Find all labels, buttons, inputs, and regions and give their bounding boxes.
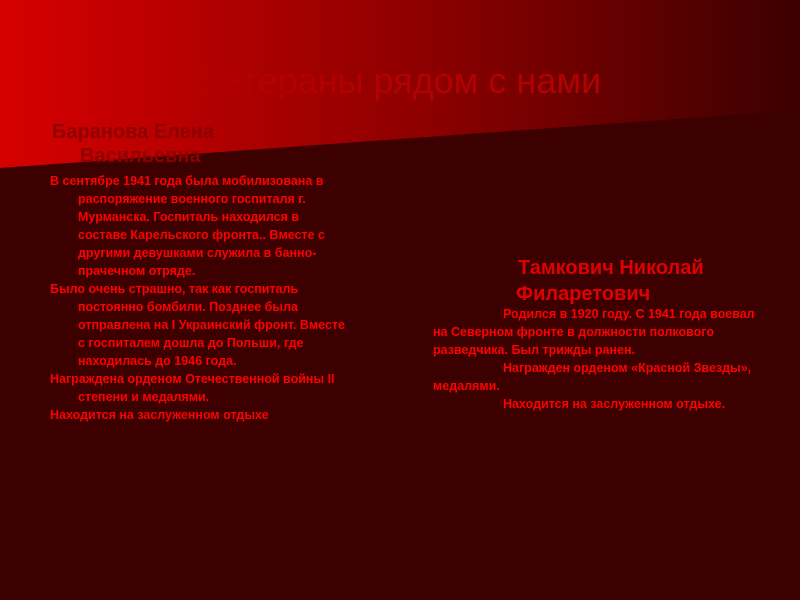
veteran-left-given-names: Васильевна [80, 145, 201, 167]
bio-paragraph: Родился в 1920 году. С 1941 года воевал на Северном фронте в должности полкового разведчика. Был трижды ранен. [433, 307, 755, 357]
veteran-right-name [500, 255, 790, 307]
bio-paragraph: В сентябре 1941 года была мобилизована в распоряжение военного госпиталя г. Мурманска. Госпиталь находился в составе Карельского фронта.. Вместе с другими девушками служила в банно- прачечном отряде. [50, 174, 325, 278]
slide-title: Ветераны рядом с нами [198, 60, 602, 101]
veteran-left-bio [50, 172, 350, 424]
bio-paragraph: Находится на заслуженном отдыхе. [503, 397, 726, 411]
veteran-right-surname: Тамкович Николай [518, 257, 704, 279]
bio-paragraph: Было очень страшно, так как госпиталь постоянно бомбили. Позднее была отправлена на I Украинский фронт. Вместе с госпиталем дошла до Польши, где находилась до 1946 года. [50, 282, 345, 368]
veteran-left-name [52, 120, 312, 168]
bio-paragraph: Награждена орденом Отечественной войны II степени и медалями. [50, 372, 335, 404]
veteran-right-bio [433, 305, 768, 413]
bio-paragraph: Находится на заслуженном отдыхе [50, 408, 269, 422]
veteran-right-given-names: Филаретович [516, 283, 651, 305]
veteran-left-surname: Баранова Елена [52, 121, 214, 143]
bio-paragraph: Награжден орденом «Красной Звезды», медалями. [433, 361, 752, 393]
